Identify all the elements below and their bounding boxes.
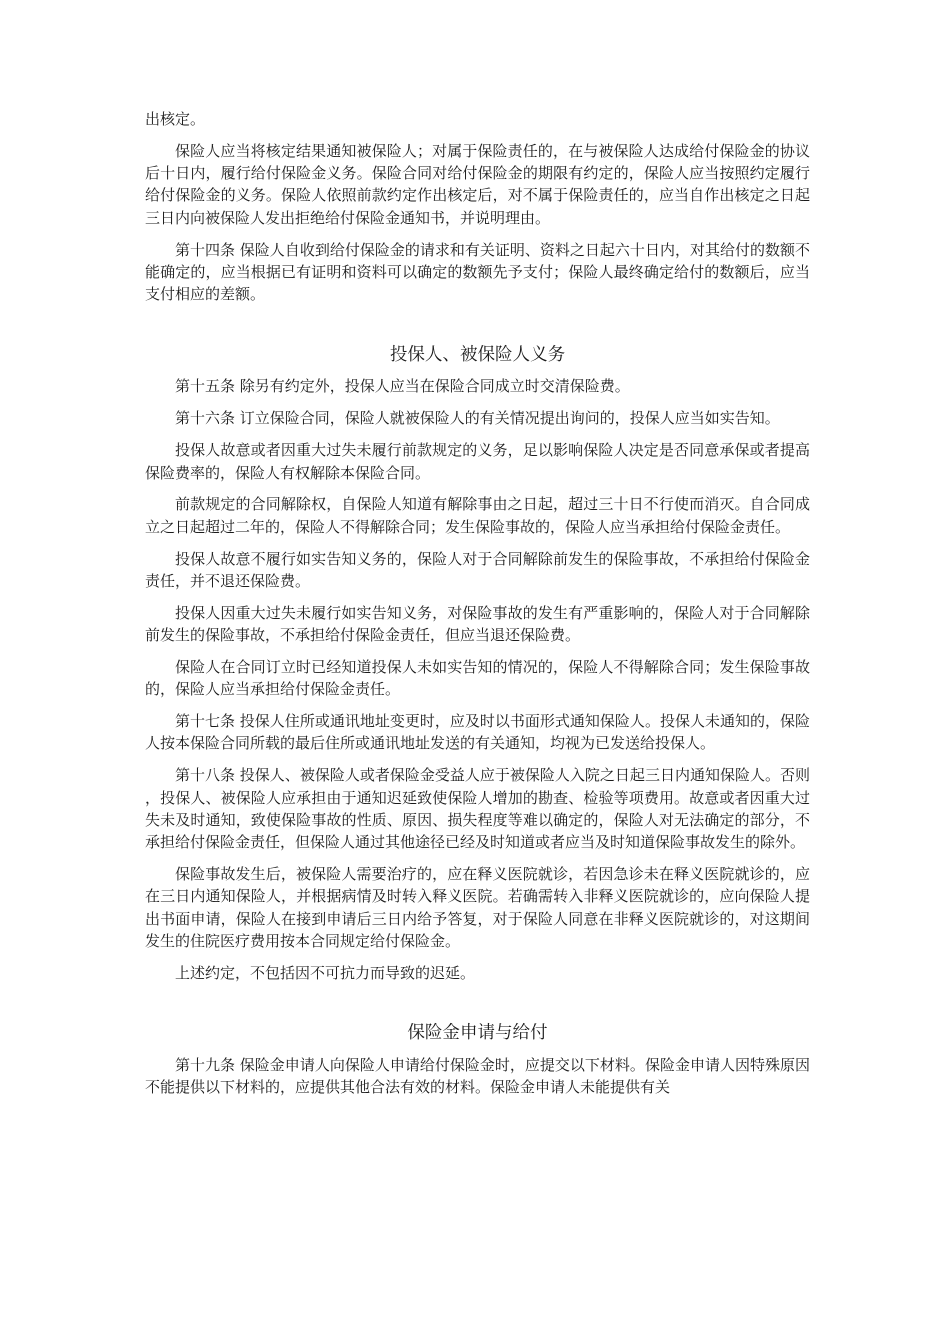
article-17: 第十七条 投保人住所或通讯地址变更时，应及时以书面形式通知保险人。投保人未通知的，保险人按本保险合同所载的最后住所或通讯地址发送的有关通知，均视为已发送给投保人。 xyxy=(145,712,810,753)
article-15: 第十五条 除另有约定外，投保人应当在保险合同成立时交清保险费。 xyxy=(175,377,630,396)
paragraph-notify-result: 保险人应当将核定结果通知被保险人；对属于保险责任的，在与被保险人达成给付保险金的协议后十日内，履行给付保险金义务。保险合同对给付保险金的期限有约定的，保险人应当按照约定履行给付保险金的义务。保险人依照前款约定作出核定后，对不属于保险责任的，应当自作出核定之日起三日内向被保险人发出拒绝给付保险金通知书，并说明理由。 xyxy=(145,141,810,227)
article-18: 第十八条 投保人、被保险人或者保险金受益人应于被保险人入院之日起三日内通知保险人。否则，投保人、被保险人应承担由于通知迟延致使保险人增加的勘查、检验等项费用。故意或者因重大过失未及时通知，致使保险事故的性质、原因、损失程度等难以确定的，保险人对无法确定的部分，不承担给付保险金责任，但保险人通过其他途径已经及时知道或者应当及时知道保险事故发生的除外。 xyxy=(145,766,810,852)
paragraph-cont-13: 出核定。 xyxy=(145,110,206,128)
paragraph-16-3: 前款规定的合同解除权，自保险人知道有解除事由之日起，超过三十日不行使而消灭。自合同成立之日起超过二年的，保险人不得解除合同；发生保险事故的，保险人应当承担给付保险金责任。 xyxy=(145,495,810,536)
paragraph-18-2: 保险事故发生后，被保险人需要治疗的，应在释义医院就诊，若因急诊未在释义医院就诊的，应在三日内通知保险人，并根据病情及时转入释义医院。若确需转入非释义医院就诊的，应向保险人提出书面申请，保险人在接到申请后三日内给予答复，对于保险人同意在非释义医院就诊的，对这期间发生的住院医疗费用按本合同规定给付保险金。 xyxy=(145,865,810,951)
article-19: 第十九条 保险金申请人向保险人申请给付保险金时，应提交以下材料。保险金申请人因特殊原因不能提供以下材料的，应提供其他合法有效的材料。保险金申请人未能提供有关 xyxy=(145,1056,810,1097)
paragraph-16-5: 投保人因重大过失未履行如实告知义务，对保险事故的发生有严重影响的，保险人对于合同解除前发生的保险事故，不承担给付保险金责任，但应当退还保险费。 xyxy=(145,603,810,645)
article-14: 第十四条 保险人自收到给付保险金的请求和有关证明、资料之日起六十日内，对其给付的数额不能确定的，应当根据已有证明和资料可以确定的数额先予支付；保险人最终确定给付的数额后，应当支付相应的差额。 xyxy=(145,240,810,304)
paragraph-18-3: 上述约定，不包括因不可抗力而导致的迟延。 xyxy=(175,963,476,982)
document-page xyxy=(145,108,810,1108)
paragraph-16-4: 投保人故意不履行如实告知义务的，保险人对于合同解除前发生的保险事故，不承担给付保险金责任，并不退还保险费。 xyxy=(145,549,810,590)
paragraph-16-2: 投保人故意或者因重大过失未履行前款规定的义务，足以影响保险人决定是否同意承保或者提高保险费率的，保险人有权解除本保险合同。 xyxy=(145,441,810,482)
section-heading-obligations: 投保人、被保险人义务 xyxy=(389,344,566,365)
article-16: 第十六条 订立保险合同，保险人就被保险人的有关情况提出询问的，投保人应当如实告知。 xyxy=(175,409,780,428)
section-heading-claims: 保险金申请与给付 xyxy=(407,1023,548,1044)
paragraph-16-6: 保险人在合同订立时已经知道投保人未如实告知的情况的，保险人不得解除合同；发生保险事故的，保险人应当承担给付保险金责任。 xyxy=(145,657,810,699)
